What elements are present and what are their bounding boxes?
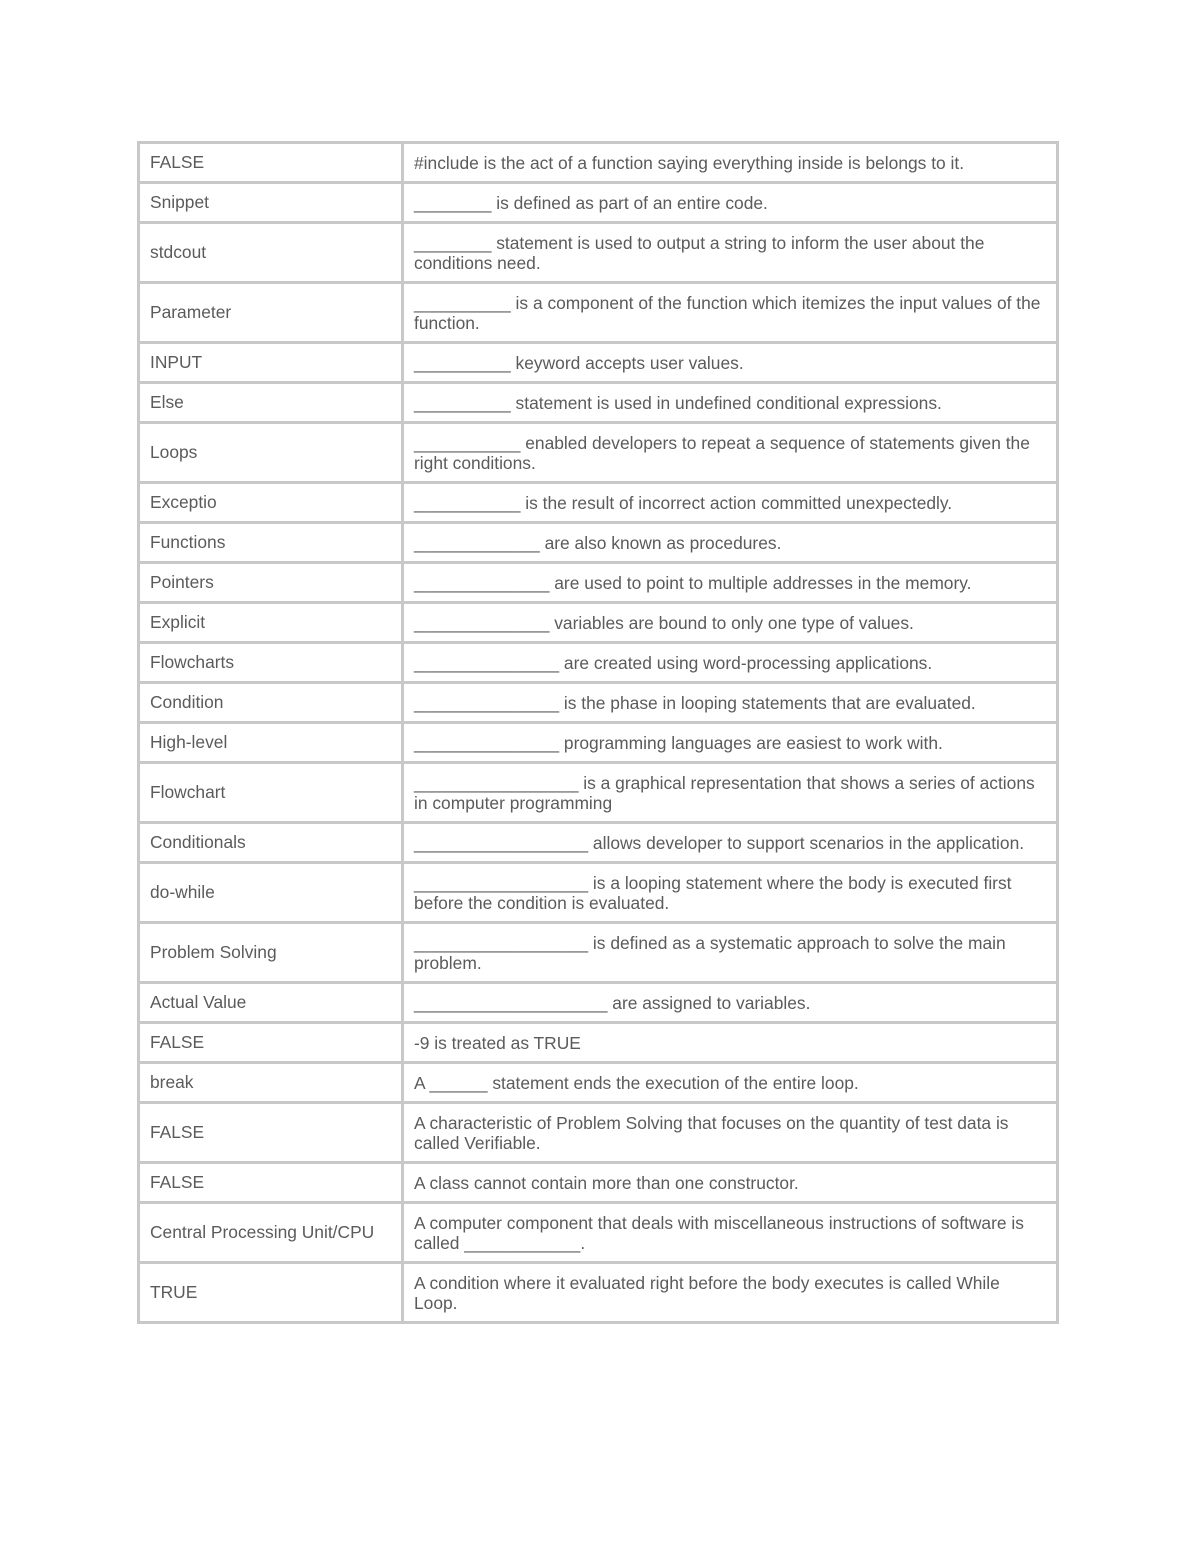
- definition-cell: ________ statement is used to output a string to inform the user about the conditions need.: [403, 223, 1058, 283]
- table-row: [139, 643, 1058, 683]
- term-cell: INPUT: [139, 343, 403, 383]
- definition-cell: ______________ variables are bound to only one type of values.: [403, 603, 1058, 643]
- definition-cell: #include is the act of a function saying everything inside is belongs to it.: [403, 143, 1058, 183]
- definition-cell: __________ keyword accepts user values.: [403, 343, 1058, 383]
- table-row: [139, 1163, 1058, 1203]
- term-cell: FALSE: [139, 1023, 403, 1063]
- term-cell: Loops: [139, 423, 403, 483]
- term-cell: FALSE: [139, 1163, 403, 1203]
- table-row: [139, 683, 1058, 723]
- term-cell: Exceptio: [139, 483, 403, 523]
- definition-cell: __________________ is defined as a systematic approach to solve the main problem.: [403, 923, 1058, 983]
- table-row: [139, 863, 1058, 923]
- term-cell: Functions: [139, 523, 403, 563]
- table-row: [139, 823, 1058, 863]
- table-row: [139, 983, 1058, 1023]
- table-row: [139, 223, 1058, 283]
- definition-cell: __________________ is a looping statement where the body is executed first before the condition is evaluated.: [403, 863, 1058, 923]
- term-cell: break: [139, 1063, 403, 1103]
- table-row: [139, 383, 1058, 423]
- definition-cell: __________________ allows developer to support scenarios in the application.: [403, 823, 1058, 863]
- term-cell: Condition: [139, 683, 403, 723]
- table-row: [139, 603, 1058, 643]
- definition-cell: _____________ are also known as procedures.: [403, 523, 1058, 563]
- definition-cell: _______________ is the phase in looping statements that are evaluated.: [403, 683, 1058, 723]
- definition-cell: A class cannot contain more than one constructor.: [403, 1163, 1058, 1203]
- term-cell: High-level: [139, 723, 403, 763]
- term-cell: Actual Value: [139, 983, 403, 1023]
- term-cell: Pointers: [139, 563, 403, 603]
- table-row: [139, 723, 1058, 763]
- definition-cell: -9 is treated as TRUE: [403, 1023, 1058, 1063]
- definition-cell: ____________________ are assigned to variables.: [403, 983, 1058, 1023]
- definition-cell: _______________ programming languages are easiest to work with.: [403, 723, 1058, 763]
- table-row: [139, 483, 1058, 523]
- table-row: [139, 343, 1058, 383]
- table-row: [139, 563, 1058, 603]
- table-row: [139, 1063, 1058, 1103]
- term-cell: Problem Solving: [139, 923, 403, 983]
- term-cell: FALSE: [139, 1103, 403, 1163]
- term-cell: FALSE: [139, 143, 403, 183]
- term-cell: Central Processing Unit/CPU: [139, 1203, 403, 1263]
- definition-cell: ___________ is the result of incorrect action committed unexpectedly.: [403, 483, 1058, 523]
- table-row: [139, 1203, 1058, 1263]
- term-cell: Snippet: [139, 183, 403, 223]
- term-cell: stdcout: [139, 223, 403, 283]
- table-row: [139, 523, 1058, 563]
- term-cell: Explicit: [139, 603, 403, 643]
- terms-table: [137, 141, 1059, 1324]
- definition-cell: _________________ is a graphical representation that shows a series of actions in computer programming: [403, 763, 1058, 823]
- definition-cell: A characteristic of Problem Solving that focuses on the quantity of test data is called Verifiable.: [403, 1103, 1058, 1163]
- definition-cell: __________ is a component of the function which itemizes the input values of the function.: [403, 283, 1058, 343]
- table-body: [139, 143, 1058, 1323]
- definition-cell: ___________ enabled developers to repeat a sequence of statements given the right conditions.: [403, 423, 1058, 483]
- term-cell: Conditionals: [139, 823, 403, 863]
- table-row: [139, 423, 1058, 483]
- table-row: [139, 143, 1058, 183]
- table-row: [139, 183, 1058, 223]
- table-row: [139, 1103, 1058, 1163]
- term-cell: TRUE: [139, 1263, 403, 1323]
- table-row: [139, 1023, 1058, 1063]
- table-row: [139, 283, 1058, 343]
- definition-cell: A condition where it evaluated right before the body executes is called While Loop.: [403, 1263, 1058, 1323]
- term-cell: Parameter: [139, 283, 403, 343]
- table-row: [139, 1263, 1058, 1323]
- definition-cell: A computer component that deals with miscellaneous instructions of software is called ____________.: [403, 1203, 1058, 1263]
- table-row: [139, 923, 1058, 983]
- definition-cell: ________ is defined as part of an entire code.: [403, 183, 1058, 223]
- definition-cell: __________ statement is used in undefined conditional expressions.: [403, 383, 1058, 423]
- definition-cell: ______________ are used to point to multiple addresses in the memory.: [403, 563, 1058, 603]
- term-cell: Flowcharts: [139, 643, 403, 683]
- term-cell: do-while: [139, 863, 403, 923]
- term-cell: Flowchart: [139, 763, 403, 823]
- table-row: [139, 763, 1058, 823]
- definition-cell: A ______ statement ends the execution of the entire loop.: [403, 1063, 1058, 1103]
- definition-cell: _______________ are created using word-processing applications.: [403, 643, 1058, 683]
- term-cell: Else: [139, 383, 403, 423]
